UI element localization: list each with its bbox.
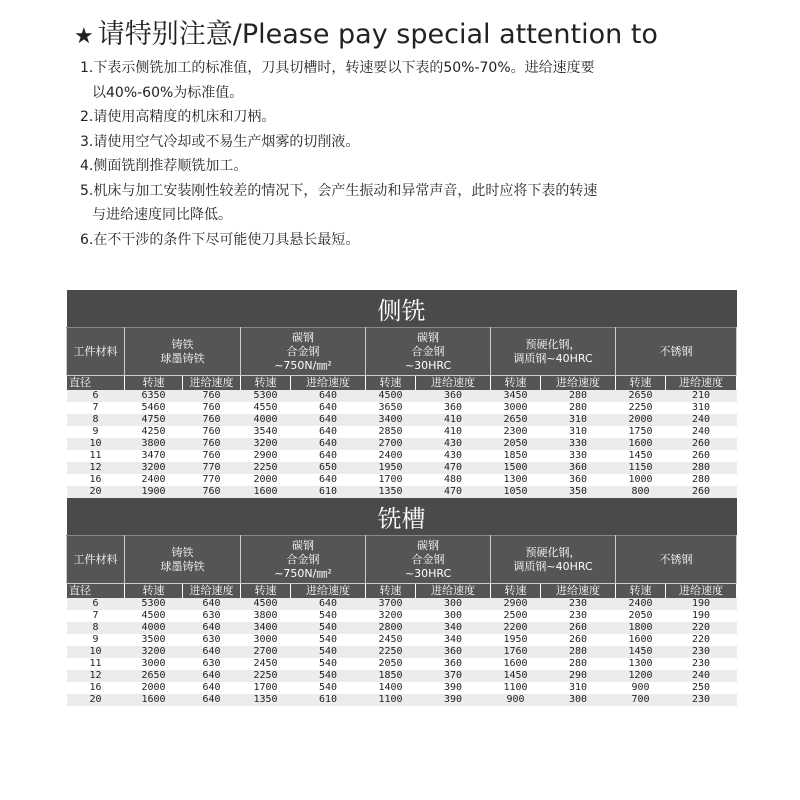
- feed-cell: 240: [666, 670, 737, 682]
- speed-cell: 1050: [491, 486, 541, 498]
- feed-cell: 540: [291, 658, 366, 670]
- speed-cell: 1100: [366, 694, 416, 706]
- speed-header: 转速: [366, 376, 416, 391]
- speed-cell: 2400: [125, 474, 183, 486]
- feed-header: 进给速度: [666, 376, 737, 391]
- side-milling-table: [66, 290, 737, 498]
- speed-cell: 3540: [241, 426, 291, 438]
- speed-cell: 2500: [491, 610, 541, 622]
- note-continuation: 与进给速度同比降低。: [92, 207, 232, 223]
- table-row: [67, 390, 737, 402]
- diameter-cell: 10: [67, 438, 125, 450]
- speed-cell: 4000: [125, 622, 183, 634]
- feed-header: 进给速度: [291, 376, 366, 391]
- material-line: 预硬化钢，: [525, 545, 581, 559]
- attention-notes: [74, 18, 780, 252]
- speed-cell: 2050: [491, 438, 541, 450]
- feed-cell: 430: [416, 438, 491, 450]
- speed-cell: 2700: [366, 438, 416, 450]
- speed-cell: 2900: [241, 450, 291, 462]
- feed-cell: 280: [541, 390, 616, 402]
- feed-cell: 360: [416, 390, 491, 402]
- speed-cell: 4500: [366, 390, 416, 402]
- feed-cell: 340: [416, 622, 491, 634]
- feed-cell: 390: [416, 694, 491, 706]
- feed-cell: 540: [291, 634, 366, 646]
- feed-cell: 410: [416, 414, 491, 426]
- feed-cell: 370: [416, 670, 491, 682]
- note-line: 6.在不干涉的条件下尽可能使刀具悬长最短。: [80, 231, 360, 248]
- speed-cell: 2250: [616, 402, 666, 414]
- feed-cell: 630: [183, 658, 241, 670]
- feed-cell: 390: [416, 682, 491, 694]
- speed-header: 转速: [366, 584, 416, 599]
- speed-header: 转速: [241, 584, 291, 599]
- note-item: [80, 105, 780, 130]
- material-stainless-steel: [616, 536, 737, 584]
- feed-cell: 310: [541, 414, 616, 426]
- speed-cell: 1000: [616, 474, 666, 486]
- feed-cell: 470: [416, 486, 491, 498]
- feed-cell: 640: [291, 474, 366, 486]
- feed-cell: 770: [183, 462, 241, 474]
- speed-cell: 1450: [491, 670, 541, 682]
- speed-cell: 3650: [366, 402, 416, 414]
- feed-header: 进给速度: [183, 584, 241, 599]
- material-line: 球墨铸铁: [160, 559, 205, 573]
- material-line: ~750N/㎜²: [274, 566, 332, 580]
- speed-cell: 1300: [491, 474, 541, 486]
- speed-cell: 5300: [125, 598, 183, 610]
- material-cast-iron: [125, 536, 241, 584]
- material-line: 合金钢: [286, 552, 320, 566]
- speed-cell: 1850: [366, 670, 416, 682]
- feed-cell: 760: [183, 426, 241, 438]
- feed-cell: 260: [541, 634, 616, 646]
- material-line: 合金钢: [411, 344, 445, 358]
- notes-list: [80, 56, 780, 252]
- speed-header: 转速: [616, 376, 666, 391]
- speed-cell: 2650: [491, 414, 541, 426]
- feed-cell: 640: [291, 426, 366, 438]
- material-line: 合金钢: [411, 552, 445, 566]
- feed-cell: 470: [416, 462, 491, 474]
- feed-cell: 280: [666, 462, 737, 474]
- feed-cell: 760: [183, 390, 241, 402]
- speed-cell: 2400: [616, 598, 666, 610]
- diameter-header: 直径: [67, 376, 125, 391]
- note-line: 4.侧面铣削推荐顺铣加工。: [80, 158, 248, 174]
- speed-cell: 1900: [125, 486, 183, 498]
- speed-cell: 3800: [241, 610, 291, 622]
- speed-cell: 1700: [366, 474, 416, 486]
- speed-cell: 4550: [241, 402, 291, 414]
- feed-cell: 360: [416, 402, 491, 414]
- feed-cell: 280: [666, 474, 737, 486]
- material-carbon-steel-30hrc: [366, 328, 491, 376]
- feed-cell: 770: [183, 474, 241, 486]
- feed-cell: 430: [416, 450, 491, 462]
- table-row: [67, 622, 737, 634]
- feed-cell: 540: [291, 646, 366, 658]
- material-line: ~30HRC: [404, 566, 452, 580]
- speed-cell: 2250: [241, 462, 291, 474]
- feed-cell: 540: [291, 610, 366, 622]
- table-row: [67, 694, 737, 706]
- feed-cell: 760: [183, 402, 241, 414]
- diameter-cell: 8: [67, 622, 125, 634]
- speed-cell: 900: [491, 694, 541, 706]
- feed-cell: 310: [666, 402, 737, 414]
- feed-cell: 640: [291, 402, 366, 414]
- feed-cell: 640: [291, 438, 366, 450]
- speed-cell: 3470: [125, 450, 183, 462]
- speed-cell: 1300: [616, 658, 666, 670]
- material-line: 碳钢: [417, 538, 439, 552]
- note-line: 3.请使用空气冷却或不易生产烟雾的切削液。: [80, 133, 360, 150]
- note-line: 5.机床与加工安装刚性较差的情况下，会产生振动和异常声音，此时应将下表的转速: [80, 182, 598, 199]
- diameter-header: 直径: [67, 584, 125, 599]
- feed-cell: 220: [666, 622, 737, 634]
- speed-cell: 1200: [616, 670, 666, 682]
- table-row: [67, 646, 737, 658]
- feed-cell: 640: [183, 646, 241, 658]
- material-carbon-steel-750: [241, 328, 366, 376]
- speed-cell: 1750: [616, 426, 666, 438]
- material-line: 铸铁: [171, 337, 194, 351]
- speed-header: 转速: [616, 584, 666, 599]
- speed-header: 转速: [241, 376, 291, 391]
- feed-cell: 260: [666, 486, 737, 498]
- material-line: 碳钢: [292, 330, 314, 344]
- speed-cell: 2650: [616, 390, 666, 402]
- speed-cell: 1950: [366, 462, 416, 474]
- speed-cell: 3500: [125, 634, 183, 646]
- speed-cell: 2200: [491, 622, 541, 634]
- speed-cell: 5460: [125, 402, 183, 414]
- material-line: 不锈钢: [659, 552, 693, 566]
- diameter-cell: 7: [67, 610, 125, 622]
- feed-cell: 190: [666, 610, 737, 622]
- feed-cell: 230: [541, 610, 616, 622]
- feed-cell: 260: [666, 438, 737, 450]
- table-row: [67, 462, 737, 474]
- feed-cell: 360: [416, 658, 491, 670]
- feed-cell: 210: [666, 390, 737, 402]
- feed-cell: 230: [666, 646, 737, 658]
- feed-header: 进给速度: [541, 376, 616, 391]
- speed-cell: 2300: [491, 426, 541, 438]
- table-row: [67, 610, 737, 622]
- notes-title: [74, 18, 780, 54]
- notes-title-text: 请特别注意/Please pay special attention to: [97, 19, 658, 50]
- diameter-cell: 11: [67, 450, 125, 462]
- speed-cell: 4500: [125, 610, 183, 622]
- material-line: 球墨铸铁: [160, 351, 205, 365]
- diameter-cell: 12: [67, 670, 125, 682]
- diameter-cell: 16: [67, 474, 125, 486]
- workpiece-header: 工件材料: [67, 328, 125, 376]
- speed-cell: 1600: [125, 694, 183, 706]
- feed-cell: 640: [291, 390, 366, 402]
- speed-cell: 2800: [366, 622, 416, 634]
- table-row: [67, 670, 737, 682]
- feed-cell: 260: [541, 622, 616, 634]
- feed-cell: 220: [666, 634, 737, 646]
- material-line: ~750N/㎜²: [274, 358, 332, 372]
- speed-cell: 2400: [366, 450, 416, 462]
- speed-cell: 2000: [241, 474, 291, 486]
- speed-cell: 2000: [616, 414, 666, 426]
- speed-cell: 3200: [125, 646, 183, 658]
- note-item: [80, 56, 780, 105]
- feed-cell: 230: [666, 694, 737, 706]
- slot-milling-table: [66, 498, 737, 706]
- speed-cell: 1950: [491, 634, 541, 646]
- feed-cell: 310: [541, 682, 616, 694]
- feed-cell: 610: [291, 694, 366, 706]
- table-row: [67, 682, 737, 694]
- material-line: 调质钢~40HRC: [513, 351, 593, 365]
- feed-cell: 650: [291, 462, 366, 474]
- feed-cell: 640: [183, 694, 241, 706]
- feed-cell: 330: [541, 438, 616, 450]
- feed-cell: 630: [183, 634, 241, 646]
- speed-cell: 700: [616, 694, 666, 706]
- speed-cell: 4250: [125, 426, 183, 438]
- diameter-cell: 8: [67, 414, 125, 426]
- material-prehardened-steel: [491, 328, 616, 376]
- note-line: 2.请使用高精度的机床和刀柄。: [80, 109, 276, 125]
- speed-cell: 4750: [125, 414, 183, 426]
- feed-cell: 310: [541, 426, 616, 438]
- speed-cell: 3200: [366, 610, 416, 622]
- feed-cell: 540: [291, 670, 366, 682]
- speed-cell: 4500: [241, 598, 291, 610]
- material-line: 铸铁: [171, 545, 194, 559]
- feed-cell: 280: [541, 646, 616, 658]
- feed-cell: 230: [541, 598, 616, 610]
- table-title: 铣槽: [67, 498, 737, 536]
- speed-cell: 3000: [241, 634, 291, 646]
- speed-cell: 2050: [616, 610, 666, 622]
- speed-cell: 1800: [616, 622, 666, 634]
- feed-cell: 410: [416, 426, 491, 438]
- star-icon: ★: [74, 24, 94, 49]
- speed-cell: 3450: [491, 390, 541, 402]
- feed-cell: 360: [541, 474, 616, 486]
- speed-cell: 1600: [491, 658, 541, 670]
- feed-cell: 300: [416, 598, 491, 610]
- feed-cell: 640: [183, 622, 241, 634]
- table-row: [67, 438, 737, 450]
- speed-header: 转速: [491, 376, 541, 391]
- feed-header: 进给速度: [291, 584, 366, 599]
- diameter-cell: 7: [67, 402, 125, 414]
- feed-cell: 640: [291, 450, 366, 462]
- side-milling-rows: [67, 390, 737, 498]
- feed-cell: 280: [541, 658, 616, 670]
- note-item: [80, 130, 780, 155]
- feed-cell: 340: [416, 634, 491, 646]
- material-line: ~30HRC: [404, 358, 452, 372]
- speed-cell: 3700: [366, 598, 416, 610]
- speed-cell: 1850: [491, 450, 541, 462]
- feed-cell: 540: [291, 622, 366, 634]
- feed-cell: 290: [541, 670, 616, 682]
- speed-cell: 1350: [366, 486, 416, 498]
- speed-cell: 3400: [366, 414, 416, 426]
- feed-cell: 330: [541, 450, 616, 462]
- feed-cell: 760: [183, 438, 241, 450]
- diameter-cell: 9: [67, 634, 125, 646]
- speed-cell: 1600: [616, 438, 666, 450]
- feed-cell: 230: [666, 658, 737, 670]
- feed-cell: 480: [416, 474, 491, 486]
- speed-cell: 1600: [241, 486, 291, 498]
- table-row: [67, 426, 737, 438]
- feed-cell: 630: [183, 610, 241, 622]
- speed-cell: 3200: [241, 438, 291, 450]
- feed-cell: 610: [291, 486, 366, 498]
- diameter-cell: 16: [67, 682, 125, 694]
- table-row: [67, 474, 737, 486]
- material-carbon-steel-750: [241, 536, 366, 584]
- feed-cell: 350: [541, 486, 616, 498]
- speed-cell: 1450: [616, 450, 666, 462]
- speed-cell: 2900: [491, 598, 541, 610]
- speed-cell: 2850: [366, 426, 416, 438]
- speed-cell: 3400: [241, 622, 291, 634]
- speed-cell: 1400: [366, 682, 416, 694]
- diameter-cell: 6: [67, 598, 125, 610]
- feed-cell: 640: [183, 682, 241, 694]
- speed-cell: 1450: [616, 646, 666, 658]
- feed-header: 进给速度: [541, 584, 616, 599]
- material-line: 合金钢: [286, 344, 320, 358]
- speed-header: 转速: [125, 376, 183, 391]
- note-item: [80, 228, 780, 253]
- feed-cell: 300: [541, 694, 616, 706]
- material-stainless-steel: [616, 328, 737, 376]
- material-cast-iron: [125, 328, 241, 376]
- speed-cell: 2650: [125, 670, 183, 682]
- feed-cell: 240: [666, 426, 737, 438]
- feed-cell: 640: [291, 598, 366, 610]
- speed-cell: 2250: [366, 646, 416, 658]
- diameter-cell: 20: [67, 694, 125, 706]
- speed-cell: 2450: [366, 634, 416, 646]
- material-line: 碳钢: [417, 330, 439, 344]
- feed-cell: 540: [291, 682, 366, 694]
- diameter-cell: 10: [67, 646, 125, 658]
- speed-cell: 3000: [491, 402, 541, 414]
- feed-cell: 760: [183, 486, 241, 498]
- speed-cell: 2450: [241, 658, 291, 670]
- diameter-cell: 6: [67, 390, 125, 402]
- table-row: [67, 486, 737, 498]
- note-item: [80, 154, 780, 179]
- speed-cell: 3800: [125, 438, 183, 450]
- feed-header: 进给速度: [183, 376, 241, 391]
- feed-cell: 190: [666, 598, 737, 610]
- feed-cell: 640: [291, 414, 366, 426]
- feed-header: 进给速度: [416, 584, 491, 599]
- table-row: [67, 634, 737, 646]
- feed-header: 进给速度: [666, 584, 737, 599]
- feed-cell: 250: [666, 682, 737, 694]
- feed-cell: 760: [183, 450, 241, 462]
- cutting-conditions-tables: [66, 290, 736, 706]
- speed-cell: 1350: [241, 694, 291, 706]
- speed-cell: 900: [616, 682, 666, 694]
- speed-cell: 3000: [125, 658, 183, 670]
- material-carbon-steel-30hrc: [366, 536, 491, 584]
- speed-cell: 800: [616, 486, 666, 498]
- speed-cell: 2050: [366, 658, 416, 670]
- speed-cell: 2250: [241, 670, 291, 682]
- material-line: 碳钢: [292, 538, 314, 552]
- diameter-cell: 9: [67, 426, 125, 438]
- speed-cell: 1500: [491, 462, 541, 474]
- feed-cell: 280: [541, 402, 616, 414]
- speed-cell: 3200: [125, 462, 183, 474]
- slot-milling-rows: [67, 598, 737, 706]
- speed-cell: 2700: [241, 646, 291, 658]
- diameter-cell: 12: [67, 462, 125, 474]
- note-line: 1.下表示侧铣加工的标准值，刀具切槽时，转速要以下表的50%-70%。进给速度要: [80, 60, 595, 76]
- speed-cell: 2000: [125, 682, 183, 694]
- material-prehardened-steel: [491, 536, 616, 584]
- speed-cell: 1600: [616, 634, 666, 646]
- note-item: [80, 179, 780, 228]
- table-row: [67, 414, 737, 426]
- speed-cell: 1700: [241, 682, 291, 694]
- feed-cell: 360: [541, 462, 616, 474]
- speed-cell: 1760: [491, 646, 541, 658]
- diameter-cell: 20: [67, 486, 125, 498]
- material-line: 调质钢~40HRC: [513, 559, 593, 573]
- table-row: [67, 658, 737, 670]
- feed-header: 进给速度: [416, 376, 491, 391]
- table-title: 侧铣: [67, 290, 737, 328]
- workpiece-header: 工件材料: [67, 536, 125, 584]
- speed-cell: 5300: [241, 390, 291, 402]
- feed-cell: 260: [666, 450, 737, 462]
- feed-cell: 760: [183, 414, 241, 426]
- feed-cell: 640: [183, 670, 241, 682]
- speed-cell: 6350: [125, 390, 183, 402]
- material-line: 不锈钢: [659, 344, 693, 358]
- table-row: [67, 450, 737, 462]
- table-row: [67, 598, 737, 610]
- speed-header: 转速: [491, 584, 541, 599]
- feed-cell: 240: [666, 414, 737, 426]
- note-continuation: 以40%-60%为标准值。: [92, 84, 244, 101]
- table-row: [67, 402, 737, 414]
- diameter-cell: 11: [67, 658, 125, 670]
- feed-cell: 360: [416, 646, 491, 658]
- speed-cell: 1150: [616, 462, 666, 474]
- speed-cell: 1100: [491, 682, 541, 694]
- speed-cell: 4000: [241, 414, 291, 426]
- material-line: 预硬化钢，: [525, 337, 581, 351]
- speed-header: 转速: [125, 584, 183, 599]
- feed-cell: 300: [416, 610, 491, 622]
- feed-cell: 640: [183, 598, 241, 610]
